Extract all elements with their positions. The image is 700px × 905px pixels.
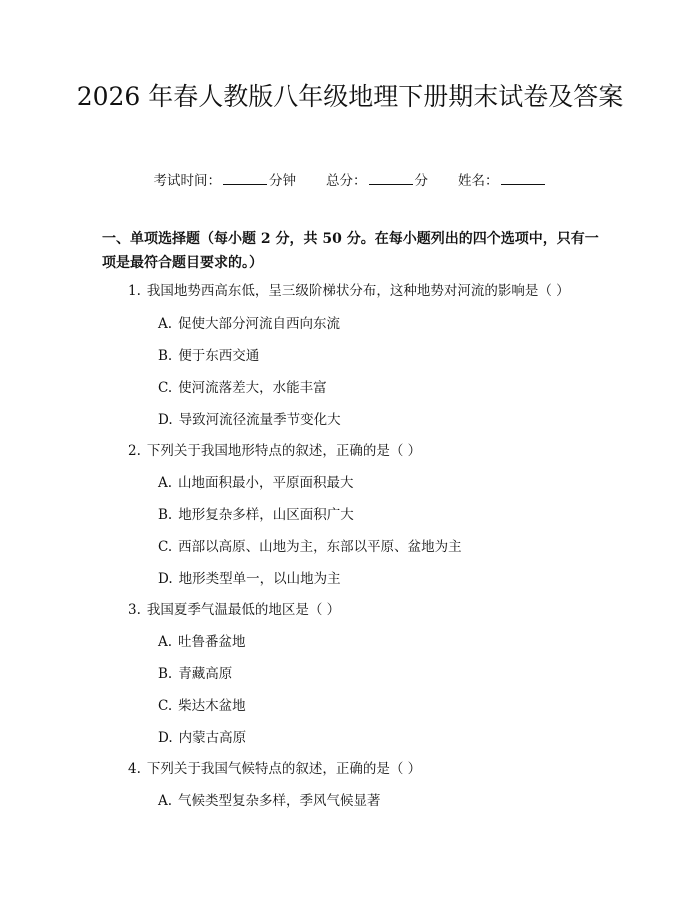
student-name-label: 姓名： xyxy=(458,173,499,189)
question-text: 我国夏季气温最低的地区是（ ） xyxy=(146,602,341,618)
exam-time-label: 考试时间： xyxy=(153,173,221,189)
option-3b xyxy=(158,664,232,684)
option-text: 便于东西交通 xyxy=(178,348,260,364)
total-score-unit: 分 xyxy=(414,173,428,189)
exam-time-blank[interactable] xyxy=(223,171,267,185)
question-number: 4. xyxy=(128,761,141,777)
question-4 xyxy=(128,759,421,779)
option-letter: C. xyxy=(158,539,173,555)
student-name-field xyxy=(458,169,547,189)
question-3 xyxy=(128,600,340,620)
option-1a xyxy=(158,314,340,334)
option-text: 吐鲁番盆地 xyxy=(178,634,246,650)
option-1b xyxy=(158,346,259,366)
section-heading: 一、单项选择题（每小题 2 分，共 50 分。在每小题列出的四个选项中，只有一项是最符合题目要求的。） xyxy=(102,231,599,271)
option-4a xyxy=(158,791,381,811)
question-text: 我国地势西高东低，呈三级阶梯状分布，这种地势对河流的影响是（ ） xyxy=(146,283,570,299)
option-text: 地形复杂多样，山区面积广大 xyxy=(178,507,354,523)
total-score-field xyxy=(326,169,428,189)
exam-time-field xyxy=(154,169,297,189)
option-text: 西部以高原、山地为主，东部以平原、盆地为主 xyxy=(178,539,462,555)
question-number: 2. xyxy=(128,443,141,459)
option-letter: D. xyxy=(158,412,173,428)
option-3a xyxy=(158,632,246,652)
option-text: 导致河流径流量季节变化大 xyxy=(178,412,341,428)
question-number: 3. xyxy=(128,602,141,618)
option-2d xyxy=(158,569,341,589)
option-letter: B. xyxy=(158,348,173,364)
option-letter: D. xyxy=(158,571,173,587)
option-letter: B. xyxy=(158,507,173,523)
option-3d xyxy=(158,728,246,748)
exam-meta xyxy=(0,169,700,189)
question-2 xyxy=(128,441,421,461)
option-1d xyxy=(158,410,341,430)
option-letter: D. xyxy=(158,730,173,746)
option-letter: C. xyxy=(158,380,173,396)
option-letter: C. xyxy=(158,698,173,714)
option-text: 山地面积最小，平原面积最大 xyxy=(178,475,354,491)
option-2a xyxy=(158,473,354,493)
student-name-blank[interactable] xyxy=(501,171,545,185)
total-score-label: 总分： xyxy=(326,173,367,189)
exam-time-unit: 分钟 xyxy=(269,173,296,189)
option-letter: A. xyxy=(158,793,173,809)
option-1c xyxy=(158,378,327,398)
option-text: 内蒙古高原 xyxy=(178,730,247,746)
option-letter: A. xyxy=(158,634,173,650)
total-score-blank[interactable] xyxy=(369,171,413,185)
option-text: 使河流落差大，水能丰富 xyxy=(178,380,327,396)
option-2b xyxy=(158,505,354,525)
option-text: 柴达木盆地 xyxy=(178,698,246,714)
option-text: 促使大部分河流自西向东流 xyxy=(178,316,341,332)
option-text: 地形类型单一，以山地为主 xyxy=(178,571,341,587)
option-letter: A. xyxy=(158,475,173,491)
option-text: 气候类型复杂多样，季风气候显著 xyxy=(178,793,381,809)
option-3c xyxy=(158,696,246,716)
option-letter: B. xyxy=(158,666,173,682)
option-text: 青藏高原 xyxy=(178,666,233,682)
document-title: 2026 年春人教版八年级地理下册期末试卷及答案 xyxy=(76,82,624,111)
option-letter: A. xyxy=(158,316,173,332)
question-text: 下列关于我国地形特点的叙述，正确的是（ ） xyxy=(146,443,422,459)
question-text: 下列关于我国气候特点的叙述，正确的是（ ） xyxy=(146,761,422,777)
option-2c xyxy=(158,537,462,557)
question-1 xyxy=(128,281,570,301)
question-number: 1. xyxy=(128,283,141,299)
